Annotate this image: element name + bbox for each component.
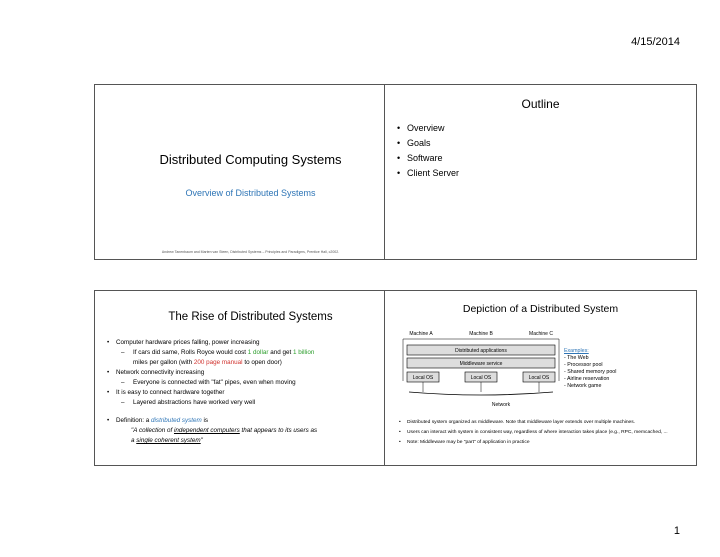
outline-item: • Software [397, 151, 459, 166]
text: that appears to its users as [239, 427, 318, 434]
outline-title: Outline [521, 97, 560, 111]
machine-a-label: Machine A [409, 331, 433, 337]
example-item: - Processor pool [564, 362, 603, 368]
text: to open door) [242, 359, 282, 366]
text: is [201, 417, 209, 424]
highlight-manual: 200 page manual [193, 359, 243, 366]
definition [105, 416, 400, 426]
text: Definition: a [116, 417, 152, 424]
depiction-title: Depiction of a Distributed System [462, 303, 619, 315]
network-line [409, 392, 553, 395]
network-label: Network [491, 402, 511, 408]
text: If cars did same, Rolls Royce would cost [133, 349, 248, 356]
outline-item: • Client Server [397, 166, 459, 181]
bullet: • Network connectivity increasing [105, 368, 400, 378]
text: " [200, 437, 203, 444]
slide-outline [384, 84, 697, 260]
slide-title-heading: Distributed Computing Systems [159, 152, 342, 167]
depiction-notes [399, 419, 678, 449]
note-bullet: • Distributed system organized as middleware. Note that middleware layer extends over multiple machines. [399, 419, 678, 426]
page-number: 1 [673, 525, 680, 537]
sub-bullet: – Layered abstractions have worked very well [105, 398, 400, 408]
page-date: 4/15/2014 [631, 36, 680, 48]
local-os-c-label: Local OS [528, 375, 550, 381]
example-item: - Network game [564, 383, 602, 389]
local-os-b-label: Local OS [470, 375, 492, 381]
slide-subtitle: Overview of Distributed Systems [185, 188, 316, 198]
text: independent computers [173, 427, 240, 434]
examples-heading: Examples: [564, 348, 589, 354]
example-item: - Airline reservation [564, 376, 610, 382]
local-os-a-label: Local OS [412, 375, 434, 381]
definition-quote [105, 426, 400, 446]
slide-title [94, 84, 407, 260]
text: single coherent system [136, 437, 201, 444]
text: and get [268, 349, 293, 356]
rise-body [105, 338, 400, 446]
outline-item: • Overview [397, 121, 459, 136]
machine-c-label: Machine C [529, 331, 553, 337]
outline-list [397, 121, 459, 181]
highlight-billion: 1 billion [292, 349, 315, 356]
bullet: • Computer hardware prices falling, power increasing [105, 338, 400, 348]
bullet: • It is easy to connect hardware together [105, 388, 400, 398]
examples-list [564, 348, 616, 390]
text: " [131, 427, 134, 434]
definition-term: distributed system [151, 417, 202, 424]
example-item: - The Web [564, 355, 589, 361]
middleware-label: Middleware service [459, 361, 503, 367]
middleware-diagram [401, 329, 561, 415]
note-bullet: • Note: Middleware may be "part" of application in practice [399, 439, 678, 446]
apps-label: Distributed applications [455, 348, 507, 354]
outline-item: • Goals [397, 136, 459, 151]
slide-depiction [384, 290, 697, 466]
example-item: - Shared memory pool [564, 369, 617, 375]
text: A collection of [133, 427, 174, 434]
slide-citation: Andrew Tanenbaum and Marten van Steen, Distributed Systems – Principles and Paradigms, Prentice Hall, c2002. [161, 250, 340, 254]
rise-title: The Rise of Distributed Systems [168, 311, 333, 323]
slide-rise [94, 290, 407, 466]
sub-bullet [105, 348, 400, 368]
text: miles per gallon (with [133, 359, 194, 366]
machine-b-label: Machine B [469, 331, 493, 337]
sub-bullet: – Everyone is connected with "fat" pipes, even when moving [105, 378, 400, 388]
text: a [131, 437, 137, 444]
highlight-dollar: 1 dollar [247, 349, 269, 356]
note-bullet: • Users can interact with system in consistent way, regardless of where interaction takes place (e.g., RPC, memcached, ... [399, 429, 678, 436]
